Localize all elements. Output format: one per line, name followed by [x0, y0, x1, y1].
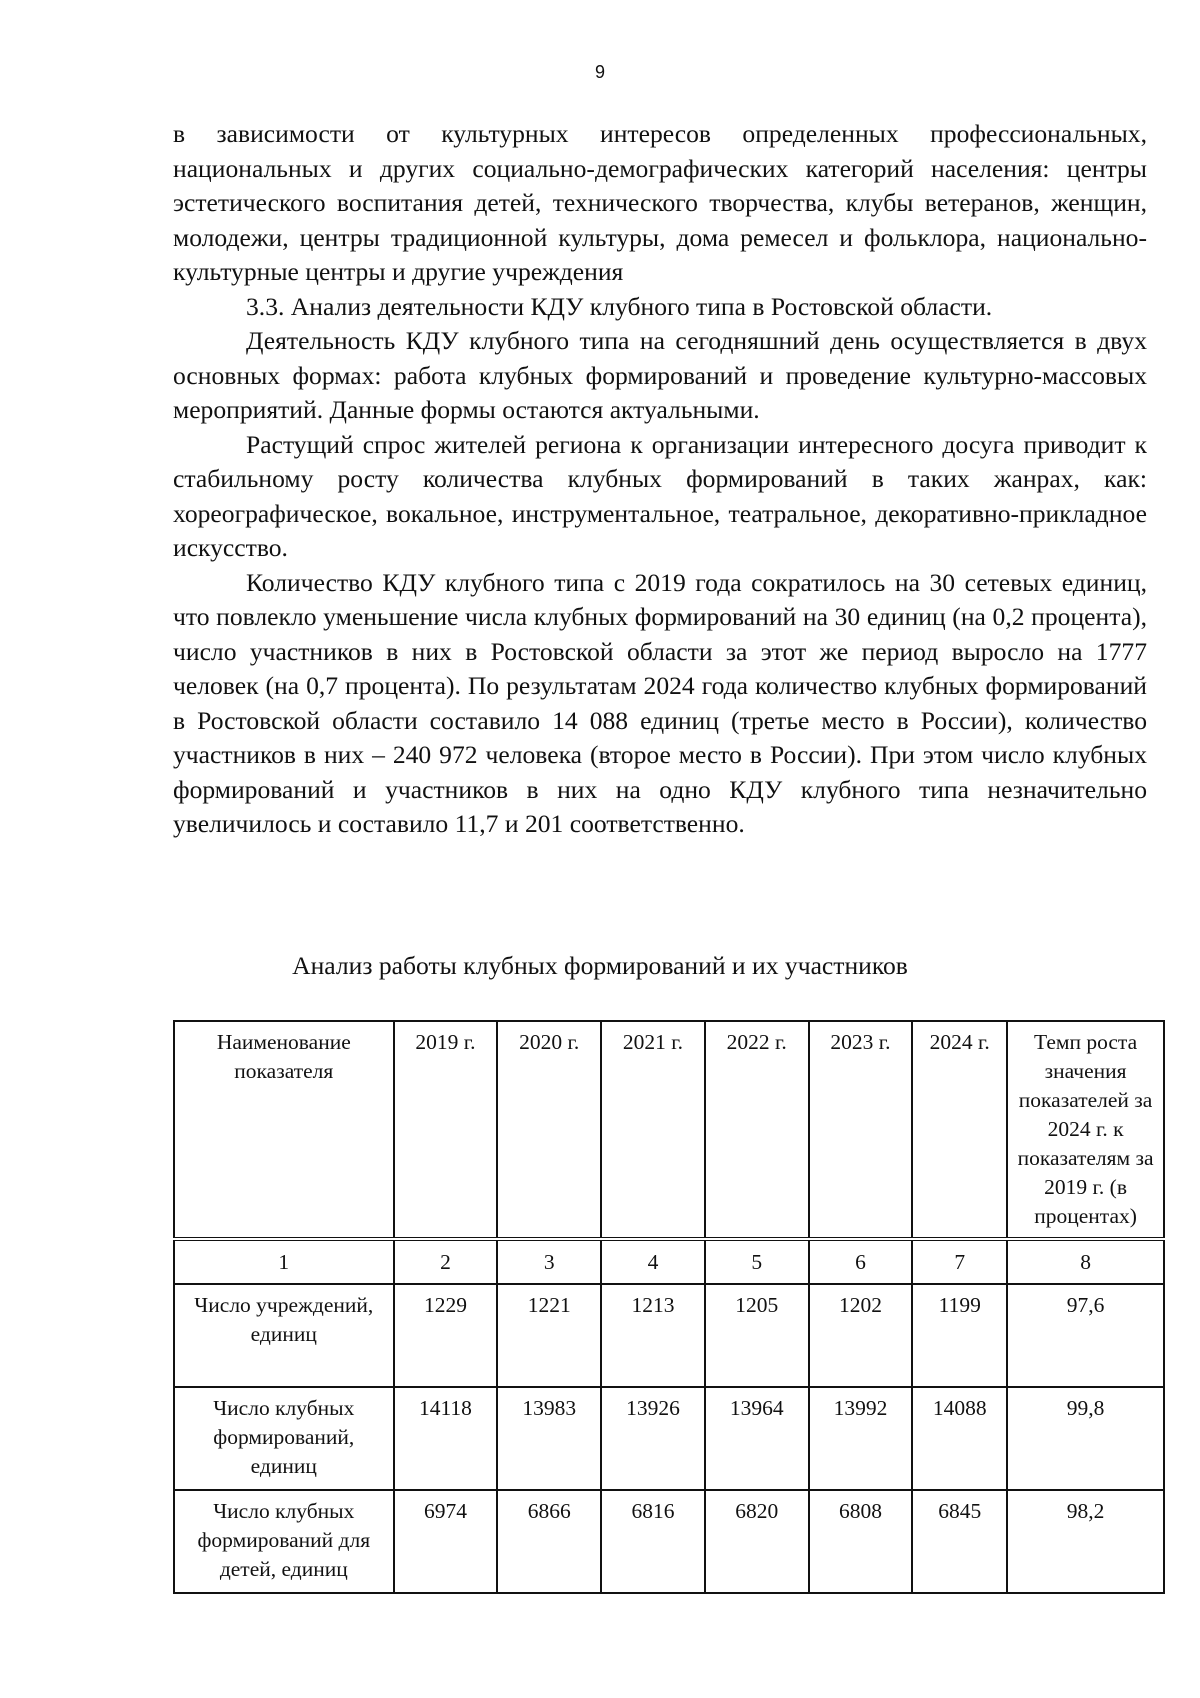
table-row: [174, 1387, 1164, 1490]
table-row: [174, 1284, 1164, 1387]
table-cell: 6820: [705, 1490, 809, 1593]
table-cell: 6808: [809, 1490, 913, 1593]
table-row: [174, 1490, 1164, 1593]
table-cell: 1229: [394, 1284, 498, 1387]
column-number: 4: [601, 1239, 705, 1284]
body-text: [173, 117, 1147, 842]
table-cell: 1202: [809, 1284, 913, 1387]
table-cell: 13992: [809, 1387, 913, 1490]
header-cell: Темп роста значения показателей за 2024 г. к показателям за 2019 г. (в процентах): [1007, 1021, 1164, 1239]
table-cell: 6866: [497, 1490, 601, 1593]
header-cell: Наименование показателя: [174, 1021, 394, 1239]
table-cell: 99,8: [1007, 1387, 1164, 1490]
column-number: 7: [912, 1239, 1007, 1284]
row-label: Число клубных формирований, единиц: [174, 1387, 394, 1490]
table-title: Анализ работы клубных формирований и их участников: [292, 951, 908, 980]
paragraph: Деятельность КДУ клубного типа на сегодняшний день осуществляется в двух основных формах: работа клубных формирований и проведение культурно-массовых мероприятий. Данные формы остаются актуальными.: [173, 326, 1147, 424]
table-header-row: [174, 1021, 1164, 1239]
header-cell: 2019 г.: [394, 1021, 498, 1239]
table-cell: 98,2: [1007, 1490, 1164, 1593]
table-cell: 1205: [705, 1284, 809, 1387]
table-cell: 1213: [601, 1284, 705, 1387]
paragraph: Растущий спрос жителей региона к организации интересного досуга приводит к стабильному росту количества клубных формирований в таких жанрах, как: хореографическое, вокальное, инструментальное, театральное, декоративно-прикладное искусство.: [173, 429, 1147, 562]
header-cell: 2020 г.: [497, 1021, 601, 1239]
header-cell: 2021 г.: [601, 1021, 705, 1239]
column-number: 5: [705, 1239, 809, 1284]
table-cell: 1221: [497, 1284, 601, 1387]
header-cell: 2023 г.: [809, 1021, 913, 1239]
page-number: 9: [594, 62, 605, 82]
table-cell: 6974: [394, 1490, 498, 1593]
table-cell: 13983: [497, 1387, 601, 1490]
section-heading: 3.3. Анализ деятельности КДУ клубного типа в Ростовской области.: [246, 291, 993, 321]
header-cell: 2024 г.: [912, 1021, 1007, 1239]
table-cell: 6845: [912, 1490, 1007, 1593]
table-cell: 13964: [705, 1387, 809, 1490]
column-number: 3: [497, 1239, 601, 1284]
table-cell: 1199: [912, 1284, 1007, 1387]
paragraph-continuation: в зависимости от культурных интересов определенных профессиональных, национальных и других социально-демографических категорий населения: центры эстетического воспитания детей, технического творчества, клубы ветеранов, женщин, молодежи, центры традиционной культуры, дома ремесел и фольклора, национально-культурные центры и другие учреждения: [173, 119, 1147, 286]
column-number: 2: [394, 1239, 498, 1284]
row-label: Число клубных формирований для детей, единиц: [174, 1490, 394, 1593]
table-cell: 14118: [394, 1387, 498, 1490]
header-cell: 2022 г.: [705, 1021, 809, 1239]
column-number: 8: [1007, 1239, 1164, 1284]
column-number: 1: [174, 1239, 394, 1284]
table-cell: 6816: [601, 1490, 705, 1593]
column-number: 6: [809, 1239, 913, 1284]
table-cell: 97,6: [1007, 1284, 1164, 1387]
data-table: [173, 1020, 1165, 1594]
column-number-row: [174, 1239, 1164, 1284]
paragraph: Количество КДУ клубного типа с 2019 года сократилось на 30 сетевых единиц, что повлекло уменьшение числа клубных формирований на 30 единиц (на 0,2 процента), число участников в них в Ростовской области за этот же период выросло на 1777 человек (на 0,7 процента). По результатам 2024 года количество клубных формирований в Ростовской области составило 14 088 единиц (третье место в России), количество участников в них – 240 972 человека (второе место в России). При этом число клубных формирований и участников в них на одно КДУ клубного типа незначительно увеличилось и составило 11,7 и 201 соответственно.: [173, 567, 1147, 838]
table-cell: 13926: [601, 1387, 705, 1490]
row-label: Число учреждений, единиц: [174, 1284, 394, 1387]
table-cell: 14088: [912, 1387, 1007, 1490]
